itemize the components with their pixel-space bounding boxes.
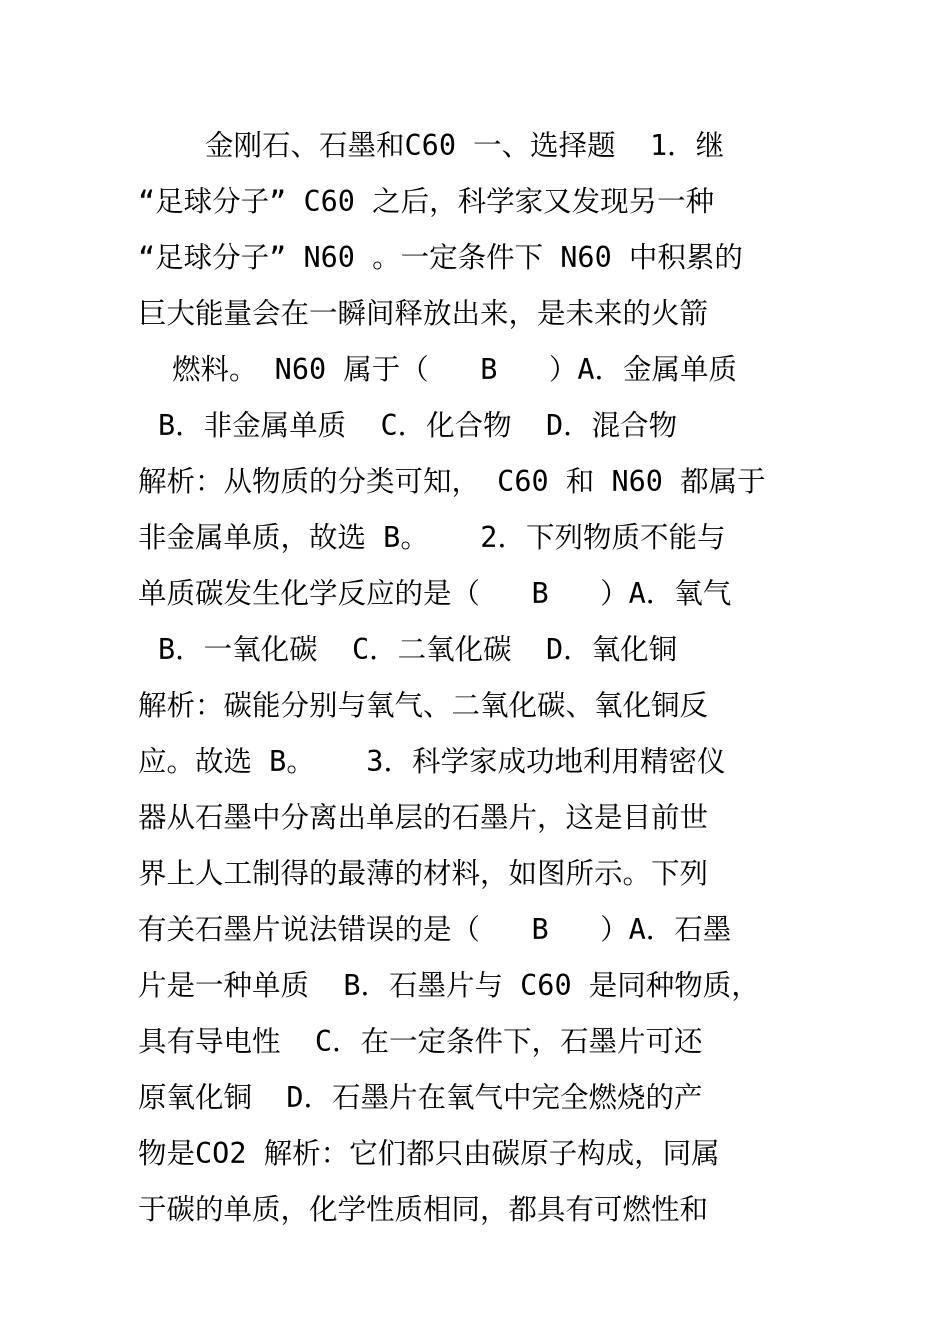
text-line: 单质碳发生化学反应的是（ B ）A．氧气 xyxy=(138,577,732,610)
text-line: 片是一种单质 B．石墨片与 C60 是同种物质， xyxy=(138,969,760,1002)
text-line: 具有导电性 C．在一定条件下，石墨片可还 xyxy=(138,1025,703,1058)
text-line: 于碳的单质，化学性质相同，都具有可燃性和 xyxy=(138,1193,709,1226)
text-line: 金刚石、石墨和C60 一、选择题 1．继 xyxy=(205,129,725,162)
text-line: 原氧化铜 D．石墨片在氧气中完全燃烧的产 xyxy=(138,1081,703,1114)
text-line: 物是CO2 解析：它们都只由碳原子构成，同属 xyxy=(138,1137,720,1170)
text-line: B．非金属单质 C．化合物 D．混合物 xyxy=(158,409,678,442)
text-line: 界上人工制得的最薄的材料，如图所示。下列 xyxy=(138,857,709,890)
text-line: 有关石墨片说法错误的是（ B ）A．石墨 xyxy=(138,913,732,946)
text-line: 非金属单质，故选 B。 2．下列物质不能与 xyxy=(138,521,726,554)
text-line: “足球分子” N60 。一定条件下 N60 中积累的 xyxy=(138,241,743,274)
text-line: 巨大能量会在一瞬间释放出来，是未来的火箭 xyxy=(138,297,709,330)
text-line: B．一氧化碳 C．二氧化碳 D．氧化铜 xyxy=(158,633,678,666)
text-line: 燃料。 N60 属于（ B ）A．金属单质 xyxy=(172,353,738,386)
text-line: 解析：碳能分别与氧气、二氧化碳、氧化铜反 xyxy=(138,689,709,722)
text-line: 应。故选 B。 3．科学家成功地利用精密仪 xyxy=(138,745,726,778)
text-line: 解析：从物质的分类可知， C60 和 N60 都属于 xyxy=(138,465,766,498)
text-line: “足球分子” C60 之后，科学家又发现另一种 xyxy=(138,185,715,218)
text-line: 器从石墨中分离出单层的石墨片，这是目前世 xyxy=(138,801,709,834)
